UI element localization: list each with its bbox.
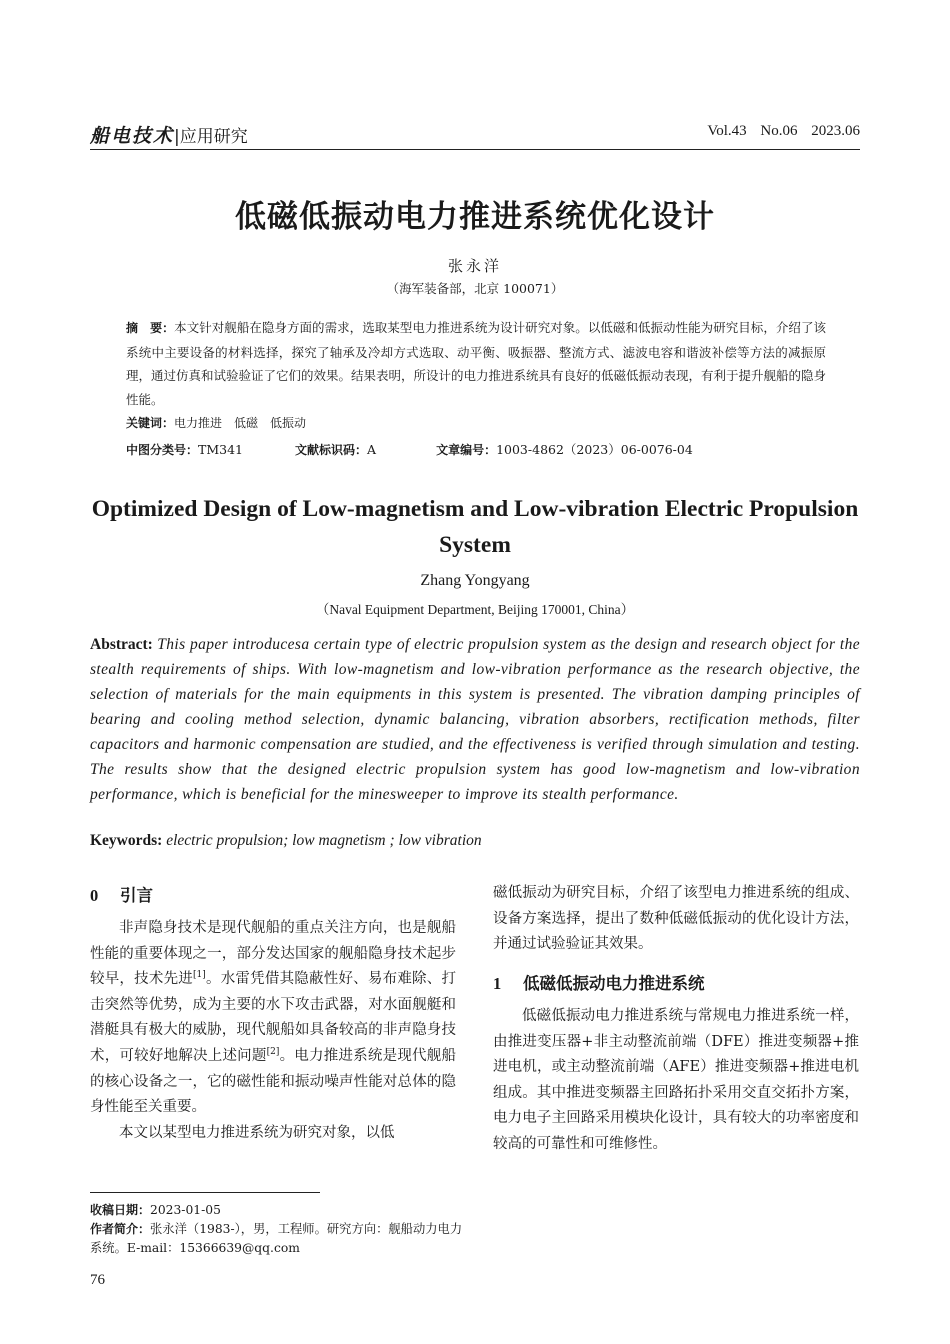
classification [126,440,826,458]
title-cn: 低磁低振动电力推进系统优化设计 [235,199,715,235]
intro-p1-part-a: 非声隐身技术是现代舰船的重点关注方向，也是舰船性能的重要体现之一，部分发达国家的舰船隐身技术起步较早，技术先进 [90,920,456,988]
right-column-section-1 [493,1004,859,1158]
affiliation-en: （Naval Equipment Department, Beijing 170001, China） [315,602,635,617]
keywords-en [90,832,482,850]
keywords-cn [126,414,306,431]
section-1-heading [493,970,705,994]
right-column-top [493,881,859,958]
intro-paragraph-2-cont: 磁低振动为研究目标，介绍了该型电力推进系统的组成、设备方案选择，提出了数种低磁低振动的优化设计方法，并通过试验验证其效果。 [493,885,859,953]
abstract-en [90,632,860,807]
journal-header [90,121,248,148]
doc-code-value: A [367,442,377,457]
doc-code-label: 文献标识码： [295,443,368,457]
section-name: 应用研究 [179,127,248,147]
section-1-paragraph-1: 低磁低振动电力推进系统与常规电力推进系统一样，由推进变压器+非主动整流前端（DFE）推进变频器+推进电机，或主动整流前端（AFE）推进变频器+推进电机组成。其中推进变频器主回路拓扑采用交直交拓扑方案，电力电子主回路采用模块化设计，具有较大的功率密度和较高的可靠性和可维修性。 [493,1008,859,1152]
section-0-number: 0 [90,886,99,905]
received-date [90,1201,470,1220]
keywords-en-text: electric propulsion; low magnetism ; low vibration [166,832,482,849]
issue-info: Vol.43 No.06 2023.06 [707,123,860,139]
received-label: 收稿日期： [90,1203,151,1217]
page-number: 76 [90,1272,105,1288]
journal-name: 船电技术 [90,125,175,147]
citation-2: [2] [266,1047,280,1058]
intro-p1-part-c: 。电力推进系统是现代舰船的核心设备之一，它的磁性能和振动噪声性能对总体的隐身性能至关重要。 [90,1047,456,1116]
abstract-cn-label: 摘 要： [126,321,175,335]
section-0-heading [90,882,153,906]
footnote [90,1201,470,1258]
abstract-cn [126,316,826,411]
affiliation-cn: （海军装备部，北京 100071） [386,281,564,296]
section-1-title: 低磁低振动电力推进系统 [523,974,705,993]
left-column [90,916,456,1146]
abstract-cn-text: 本文针对舰船在隐身方面的需求，选取某型电力推进系统为设计研究对象。以低磁和低振动性能为研究目标，介绍了该系统中主要设备的材料选择，探究了轴承及冷却方式选取、动平衡、吸振器、整流方式、滤波电容和谐波补偿等方法的减振原理，通过仿真和试验验证了它们的效果。结果表明，所设计的电力推进系统具有良好的低磁低振动表现，有利于提升舰船的隐身性能。 [126,320,827,407]
abstract-en-label: Abstract: [90,636,153,653]
section-1-number: 1 [493,974,502,993]
article-no-label: 文章编号： [436,443,497,457]
section-0-title: 引言 [120,886,153,905]
received-value: 2023-01-05 [150,1203,221,1217]
article-no-value: 1003-4862（2023）06-0076-04 [496,442,693,457]
bio-text: 张永洋（1983-），男，工程师。研究方向：舰船动力电力系统。E-mail：15366639@qq.com [90,1222,463,1255]
header-separator: | [174,127,180,147]
clc-value: TM341 [198,442,244,457]
abstract-en-text: This paper introducesa certain type of electric propulsion system as the design and research object for the stealth requirements of ships. With low-magnetism and low-vibration performance as the research objective, the selection of materials for the main equipments in this system is presented. The vibration damping principles of bearing and cooling method selection, dynamic balancing, vibration absorbers, rectification methods, filter capacitors and harmonic compensation are studied, and the effectiveness is verified through simulation and testing. The results show that the designed electric propulsion system has good low-magnetism and low-vibration performance, which is beneficial for the minesweeper to improve its stealth performance. [90,636,861,803]
bio-label: 作者简介： [90,1222,151,1236]
keywords-cn-label: 关键词： [126,416,175,430]
author-cn: 张永洋 [447,257,502,275]
author-en: Zhang Yongyang [420,572,530,589]
keywords-cn-text: 电力推进 低磁 低振动 [174,416,307,430]
title-en: Optimized Design of Low-magnetism and Low-vibration Electric Propulsion System [91,496,859,558]
author-bio [90,1220,470,1258]
keywords-en-label: Keywords: [90,832,163,849]
intro-p1-part-b: 。水雷凭借其隐蔽性好、易布难除、打击突然等优势，成为主要的水下攻击武器，对水面舰艇和潜艇具有极大的威胁，现代舰船如具备较高的非声隐身技术，可较好地解决上述问题 [90,971,456,1064]
citation-1: [1] [193,970,206,981]
clc-label: 中图分类号： [126,443,199,457]
intro-paragraph-2-start: 本文以某型电力推进系统为研究对象，以低 [119,1124,395,1141]
intro-paragraph-1 [90,916,456,1121]
footnote-rule [90,1192,320,1193]
header-rule [90,149,860,150]
